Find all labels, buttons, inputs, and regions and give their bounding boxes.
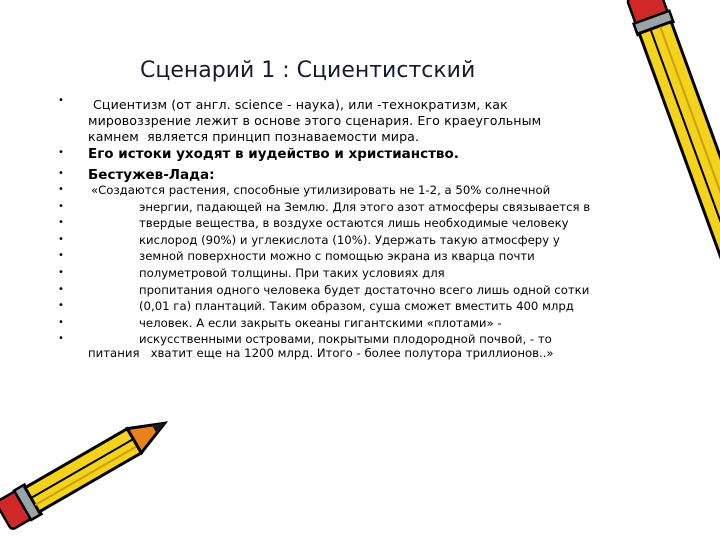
bullet-marker: • [58, 168, 64, 179]
bullet-marker: • [58, 284, 64, 295]
bullet-marker: • [58, 250, 64, 261]
paragraph-line: Его истоки уходят в иудейство и христианство. [88, 146, 459, 162]
quote-line: энергии, падающей на Землю. Для этого азот атмосферы связывается в [139, 200, 591, 214]
quote-line: питания хватит еще на 1200 млрд. Итого - более полутора триллионов..» [88, 346, 554, 360]
bullet-marker: • [58, 184, 64, 195]
pencil-icon [590, 0, 720, 540]
paragraph-line: Сциентизм (от англ. science - наука), или -технократизм, как [93, 97, 508, 112]
bullet-marker: • [58, 300, 64, 311]
quote-line: (0,01 га) плантаций. Таким образом, суша сможет вместить 400 млрд [139, 299, 574, 313]
slide-title: Сценарий 1 : Сциентистский [140, 58, 476, 83]
quote-line: «Создаются растения, способные утилизировать не 1-2, а 50% солнечной [91, 183, 551, 197]
bullet-marker: • [58, 317, 64, 328]
bullet-marker: • [58, 147, 64, 158]
bullet-marker: • [58, 95, 64, 106]
quote-line: твердые вещества, в воздухе остаются лишь необходимые человеку [139, 216, 569, 230]
bullet-marker: • [58, 217, 64, 228]
quote-line: земной поверхности можно с помощью экрана из кварца почти [139, 249, 535, 263]
quote-line: искусственными островами, покрытыми плодородной почвой, - то [139, 332, 552, 346]
bullet-marker: • [58, 201, 64, 212]
quote-line: кислород (90%) и углекислота (10%). Удержать такую атмосферу у [139, 233, 560, 247]
pencil-icon [0, 420, 200, 540]
quote-line: пропитания одного человека будет достаточно всего лишь одной сотки [139, 283, 590, 297]
bullet-marker: • [58, 234, 64, 245]
quote-line: полуметровой толщины. При таких условиях для [139, 266, 445, 280]
paragraph-line: камнем является принцип познаваемости мира. [88, 129, 420, 144]
quote-line: человек. А если закрыть океаны гигантскими «плотами» - [139, 316, 502, 330]
bullet-marker: • [58, 267, 64, 278]
paragraph-line: Бестужев-Лада: [88, 167, 215, 183]
bullet-marker: • [58, 333, 64, 344]
paragraph-line: мировоззрение лежит в основе этого сценария. Его краеугольным [88, 113, 542, 128]
